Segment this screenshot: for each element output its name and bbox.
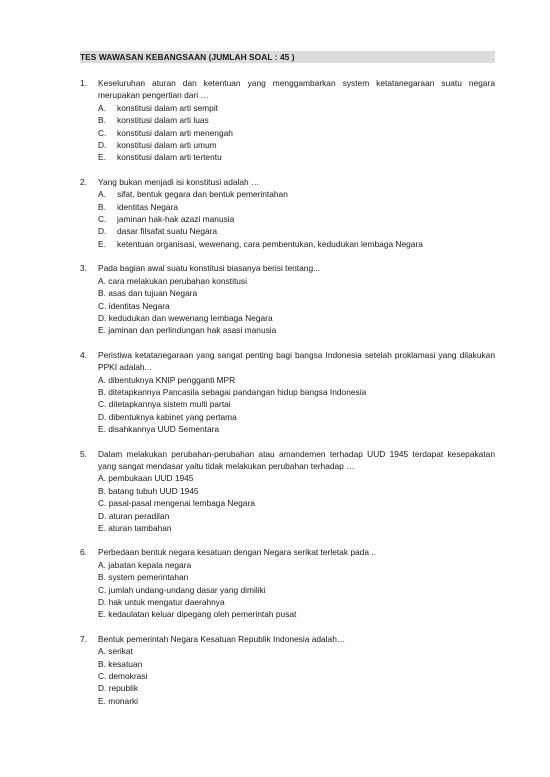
option-letter: B. bbox=[98, 201, 106, 212]
option-d bbox=[98, 225, 495, 237]
option-c bbox=[98, 127, 495, 139]
option-letter: A. bbox=[98, 102, 106, 113]
option-e bbox=[98, 151, 495, 163]
option-letter: A. bbox=[98, 646, 106, 657]
option-e bbox=[98, 423, 495, 435]
option-letter: B. bbox=[98, 658, 106, 669]
option-text: konstitusi dalam arti luas bbox=[117, 115, 209, 126]
option-c bbox=[98, 398, 495, 410]
option-a bbox=[98, 275, 495, 287]
option-text: pasal-pasal mengenai lembaga Negara bbox=[108, 498, 255, 509]
option-text: aturan peradilan bbox=[108, 510, 170, 521]
question-number: 1. bbox=[80, 78, 87, 88]
option-text: identitas Negara bbox=[108, 300, 170, 311]
question-text: Bentuk pemerintah Negara Kesatuan Republik Indonesia adalah… bbox=[98, 633, 346, 644]
option-b bbox=[98, 658, 495, 670]
option-letter: D. bbox=[98, 140, 107, 151]
option-d bbox=[98, 510, 495, 522]
question-number: 6. bbox=[80, 547, 87, 558]
option-letter: C. bbox=[98, 584, 107, 595]
option-text: aturan tambahan bbox=[108, 523, 172, 533]
option-text: asas dan tujuan Negara bbox=[108, 288, 198, 299]
option-letter: C. bbox=[98, 300, 107, 311]
question-text: Peristiwa ketatanegaraan yang sangat penting bagi bangsa Indonesia setelah proklamasi yang dilakukan PPKI adalah... bbox=[98, 349, 495, 373]
question-text: Yang bukan menjadi isi konstitusi adalah … bbox=[98, 176, 260, 187]
option-text: jaminan hak-hak azazi manusia bbox=[117, 214, 235, 225]
option-b bbox=[98, 571, 495, 583]
option-text: dasar filsafat suatu Negara bbox=[117, 226, 218, 237]
option-letter: C. bbox=[98, 671, 107, 682]
option-text: monarki bbox=[108, 695, 139, 706]
option-letter: C. bbox=[98, 127, 107, 138]
question-number: 4. bbox=[80, 349, 87, 360]
option-letter: D. bbox=[98, 683, 107, 694]
option-letter: B. bbox=[98, 572, 106, 583]
question-7 bbox=[80, 633, 495, 707]
option-c bbox=[98, 584, 495, 596]
option-text: cara melakukan perubahan konstitusi bbox=[108, 275, 247, 286]
question-number: 5. bbox=[80, 448, 87, 459]
option-letter: C. bbox=[98, 214, 107, 225]
question-text: Dalam melakukan perubahan-perubahan atau amandemen terhadap UUD 1945 terdapat kesepakatan yang sangat mendasar yaitu tidak melakukan perubahan terhadap … bbox=[98, 448, 495, 471]
option-letter: D. bbox=[98, 597, 107, 608]
question-text: Perbedaan bentuk negara kesatuan dengan Negara serikat terletak pada .. bbox=[98, 547, 376, 558]
option-text: kesatuan bbox=[108, 658, 143, 669]
option-b bbox=[98, 287, 495, 299]
option-e bbox=[98, 608, 495, 620]
option-text: konstitusi dalam arti sempit bbox=[117, 102, 219, 113]
question-number: 2. bbox=[80, 176, 87, 187]
option-e bbox=[98, 695, 495, 707]
option-text: pembukaan UUD 1945 bbox=[108, 473, 194, 484]
question-5 bbox=[80, 448, 495, 535]
option-letter: E. bbox=[98, 424, 106, 435]
question-text: Pada bagian awal suatu konstitusi biasanya berisi tentang... bbox=[98, 263, 321, 274]
option-letter: E. bbox=[98, 609, 106, 620]
option-b bbox=[98, 114, 495, 126]
test-title: TES WAWASAN KEBANGSAAN (JUMLAH SOAL : 45 ) bbox=[80, 51, 495, 63]
option-a bbox=[98, 102, 495, 114]
option-c bbox=[98, 213, 495, 225]
option-letter: E. bbox=[98, 695, 106, 706]
option-a bbox=[98, 559, 495, 571]
option-text: batang tubuh UUD 1945 bbox=[108, 485, 199, 496]
option-letter: E. bbox=[98, 325, 106, 336]
option-letter: D. bbox=[98, 411, 107, 422]
option-b bbox=[98, 485, 495, 497]
option-letter: E. bbox=[98, 238, 106, 249]
option-d bbox=[98, 411, 495, 423]
option-letter: A. bbox=[98, 473, 106, 484]
option-c bbox=[98, 497, 495, 509]
option-letter: C. bbox=[98, 399, 107, 410]
option-text: serikat bbox=[108, 646, 133, 657]
option-letter: A. bbox=[98, 374, 106, 385]
option-letter: B. bbox=[98, 386, 106, 397]
option-a bbox=[98, 188, 495, 200]
option-text: identitas Negara bbox=[117, 201, 178, 212]
option-text: kedudukan dan wewenang lembaga Negara bbox=[108, 312, 273, 323]
question-1 bbox=[80, 77, 495, 164]
option-a bbox=[98, 374, 495, 386]
option-text: jaminan dan perlindungan hak asasi manusia bbox=[108, 325, 277, 336]
option-letter: D. bbox=[98, 510, 107, 521]
option-text: ditetapkannya sistem multi partai bbox=[108, 399, 231, 410]
option-text: ketentuan organisasi, wewenang, cara pembentukan, kedudukan lembaga Negara bbox=[117, 238, 423, 249]
option-text: disahkannya UUD Sementara bbox=[108, 424, 220, 435]
option-a bbox=[98, 645, 495, 657]
option-d bbox=[98, 312, 495, 324]
option-d bbox=[98, 596, 495, 608]
option-text: sifat, bentuk gegara dan bentuk pemerintahan bbox=[117, 189, 288, 200]
question-number: 3. bbox=[80, 263, 87, 274]
option-letter: C. bbox=[98, 498, 107, 509]
option-d bbox=[98, 682, 495, 694]
question-number: 7. bbox=[80, 633, 87, 644]
question-6 bbox=[80, 546, 495, 620]
option-text: kedaulatan keluar dipegang oleh pemerintah pusat bbox=[108, 609, 297, 620]
option-text: hak untuk mengatur daerahnya bbox=[108, 597, 225, 608]
option-text: system pemerintahan bbox=[108, 572, 189, 583]
option-letter: B. bbox=[98, 288, 106, 299]
option-text: dibentuknya KNIP pengganti MPR bbox=[108, 374, 236, 385]
question-text: Keseluruhan aturan dan ketentuan yang menggambarkan system ketatanegaraan suatu negara merupakan pengertian dari … bbox=[98, 78, 495, 101]
option-d bbox=[98, 139, 495, 151]
option-b bbox=[98, 201, 495, 213]
option-text: republik bbox=[108, 683, 139, 694]
option-a bbox=[98, 472, 495, 484]
option-text: jabatan kepala negara bbox=[108, 559, 192, 570]
question-4 bbox=[80, 349, 495, 436]
question-3 bbox=[80, 262, 495, 336]
option-letter: E. bbox=[98, 523, 106, 533]
option-b bbox=[98, 386, 495, 398]
option-letter: A. bbox=[98, 275, 106, 286]
option-text: konstitusi dalam arti menengah bbox=[117, 127, 233, 138]
option-letter: B. bbox=[98, 115, 106, 126]
option-e bbox=[98, 238, 495, 250]
option-e bbox=[98, 324, 495, 336]
option-c bbox=[98, 670, 495, 682]
option-text: demokrasi bbox=[108, 671, 148, 682]
option-letter: D. bbox=[98, 226, 107, 237]
option-letter: A. bbox=[98, 189, 106, 200]
option-text: dibentuknya kabinet yang pertama bbox=[108, 411, 237, 422]
option-letter: A. bbox=[98, 559, 106, 570]
option-text: konstitusi dalam arti umum bbox=[117, 140, 217, 151]
option-text: ditetapkannya Pancasila sebagai pandangan hidup bangsa Indonesia bbox=[108, 386, 367, 397]
option-e bbox=[98, 522, 495, 534]
option-letter: E. bbox=[98, 152, 106, 163]
option-letter: B. bbox=[98, 485, 106, 496]
option-text: konstitusi dalam arti tertentu bbox=[117, 152, 222, 163]
option-c bbox=[98, 300, 495, 312]
question-2 bbox=[80, 176, 495, 250]
option-text: jumlah undang-undang dasar yang dimiliki bbox=[108, 584, 266, 595]
option-letter: D. bbox=[98, 312, 107, 323]
